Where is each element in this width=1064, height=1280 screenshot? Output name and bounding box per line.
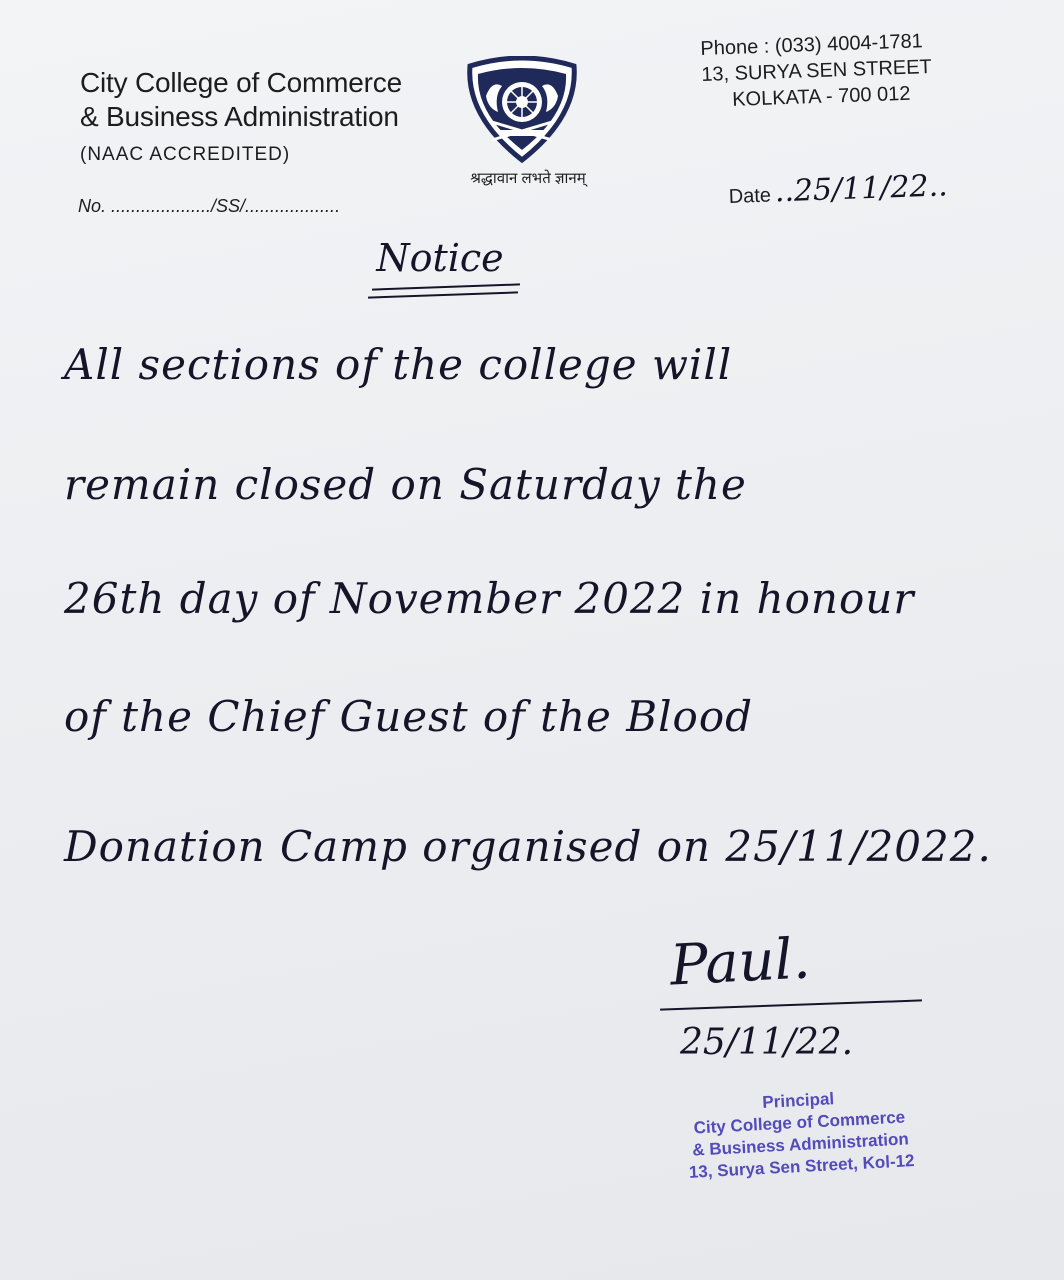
stamp-title: Principal [761, 1089, 835, 1112]
signature-date: 25/11/22. [680, 1022, 854, 1063]
reference-number: No. ..................../SS/................... [78, 196, 341, 216]
stamp-line: 13, Surya Sen Street, Kol-12 [688, 1151, 915, 1182]
contact-block [700, 26, 993, 114]
title-underline [368, 291, 518, 298]
notice-line: 26th day of November 2022 in honour [64, 574, 915, 623]
stamp-line: & Business Administration [691, 1129, 910, 1160]
college-motto: श्रद्धावान लभते ज्ञानम् [470, 170, 586, 187]
notice-line: remain closed on Saturday the [64, 460, 747, 509]
stamp-line: City College of Commerce [693, 1107, 906, 1138]
date-value: ..25/11/22.. [774, 168, 949, 210]
date-field [728, 168, 948, 211]
signature-line [660, 999, 922, 1010]
accreditation-label: (NAAC ACCREDITED) [80, 144, 291, 165]
principal-signature: Paul. [668, 926, 812, 999]
title-underline [372, 283, 520, 290]
principal-stamp [658, 1083, 942, 1186]
notice-title: Notice [376, 236, 504, 280]
date-label: Date [728, 184, 772, 208]
college-name [80, 66, 440, 134]
college-name-line1: City College of Commerce [80, 67, 402, 98]
phone-number: Phone : (033) 4004-1781 [700, 30, 924, 60]
notice-line: All sections of the college will [64, 340, 733, 389]
notice-line: of the Chief Guest of the Blood [64, 692, 753, 741]
college-crest-logo [462, 56, 582, 166]
notice-line: Donation Camp organised on 25/11/2022. [64, 822, 992, 871]
address-street: 13, SURYA SEN STREET [700, 55, 933, 86]
address-city: KOLKATA - 700 012 [731, 82, 911, 111]
college-name-line2: & Business Administration [80, 101, 399, 132]
